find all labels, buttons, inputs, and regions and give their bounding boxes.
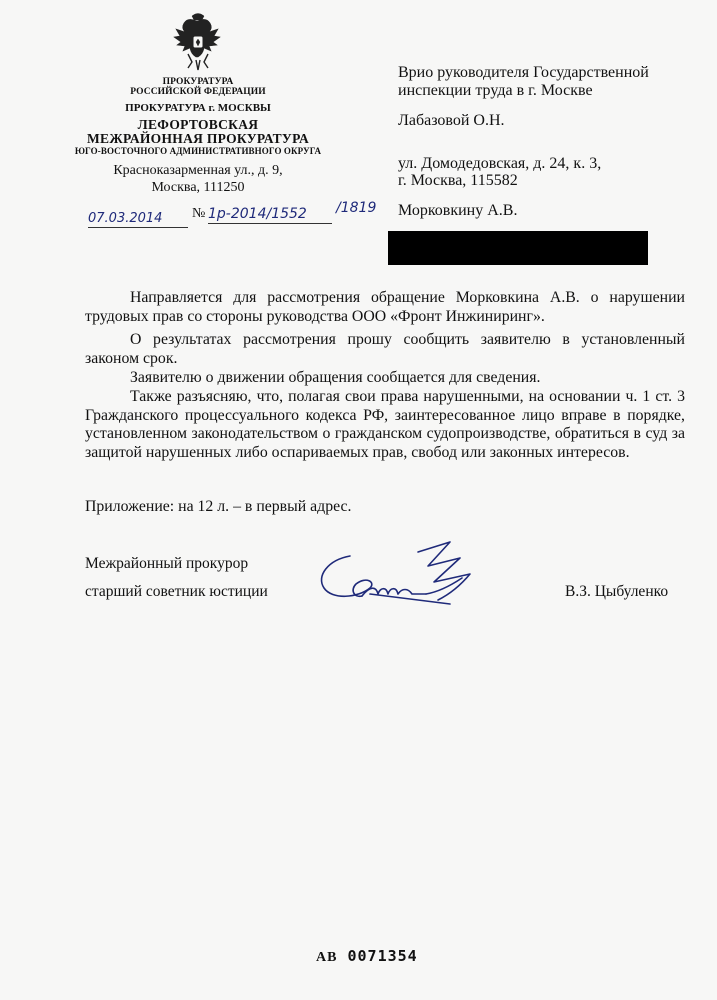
sender-line6: ЮГО-ВОСТОЧНОГО АДМИНИСТРАТИВНОГО ОКРУГА [74, 146, 322, 156]
number-sign: № [192, 206, 206, 221]
sender-address1: Краснοказарменная ул., д. 9, [113, 163, 283, 178]
handwritten-date: 07.03.2014 [88, 211, 163, 226]
paragraph-2: О результатах рассмотрения прошу сообщить заявителю в установленный законом срок. [85, 331, 685, 367]
paragraph-1: Направляется для рассмотрения обращение Морковкина А.В. о нарушении трудовых прав со стороны руководства ООО «Фронт Инжиниринг». [85, 289, 685, 325]
serial-number: 0071354 [347, 947, 418, 965]
redaction-block [388, 231, 648, 265]
handwritten-number: 1р-2014/1552 [208, 206, 307, 222]
coat-of-arms-icon [170, 12, 226, 74]
signatory-title1: Межрайонный прокурор [85, 555, 249, 572]
number-field-line [208, 205, 332, 224]
sender-address2: Москва, 111250 [151, 180, 245, 195]
recipient2-address1: ул. Домодедовская, д. 24, к. 3, [398, 155, 602, 172]
date-field-line [88, 209, 188, 228]
recipient1-position-line2: инспекции труда в г. Москве [398, 82, 593, 99]
signatory-name: В.З. Цыбуленко [565, 583, 669, 600]
handwritten-signature [310, 536, 490, 616]
sender-line2: РОССИЙСКОЙ ФЕДЕРАЦИИ [130, 87, 266, 97]
signatory-title2: старший советник юстиции [85, 583, 268, 600]
sender-line5: МЕЖРАЙОННАЯ ПРОКУРАТУРА [87, 131, 309, 146]
sender-line3: ПРОКУРАТУРА г. МОСКВЫ [125, 102, 271, 114]
recipient1-position-line1: Врио руководителя Государственной [398, 64, 649, 81]
handwritten-number-suffix: /1819 [336, 200, 377, 216]
recipient2-address2: г. Москва, 115582 [398, 172, 518, 189]
sender-line1: ПРОКУРАТУРА [162, 77, 234, 87]
sender-line4: ЛЕФОРТОВСКАЯ [137, 117, 259, 132]
paragraph-3: Заявителю о движении обращения сообщается для сведения. [130, 369, 541, 386]
recipient2-name: Морковкину А.В. [398, 202, 518, 219]
attachment-note: Приложение: на 12 л. – в первый адрес. [85, 498, 352, 515]
recipient1-name: Лабазовой О.Н. [398, 112, 505, 129]
paragraph-4: Также разъясняю, что, полагая свои права нарушенными, на основании ч. 1 ст. 3 Гражданского процессуального кодекса РФ, заинтересованное лицо вправе в порядке, установленном законодательством о гражданском судопроизводстве, обратиться в суд за защитой нарушенных либо оспариваемых прав, свобод или законных интересов. [85, 388, 685, 461]
form-serial-number [316, 947, 418, 966]
serial-prefix: АВ [316, 950, 338, 965]
